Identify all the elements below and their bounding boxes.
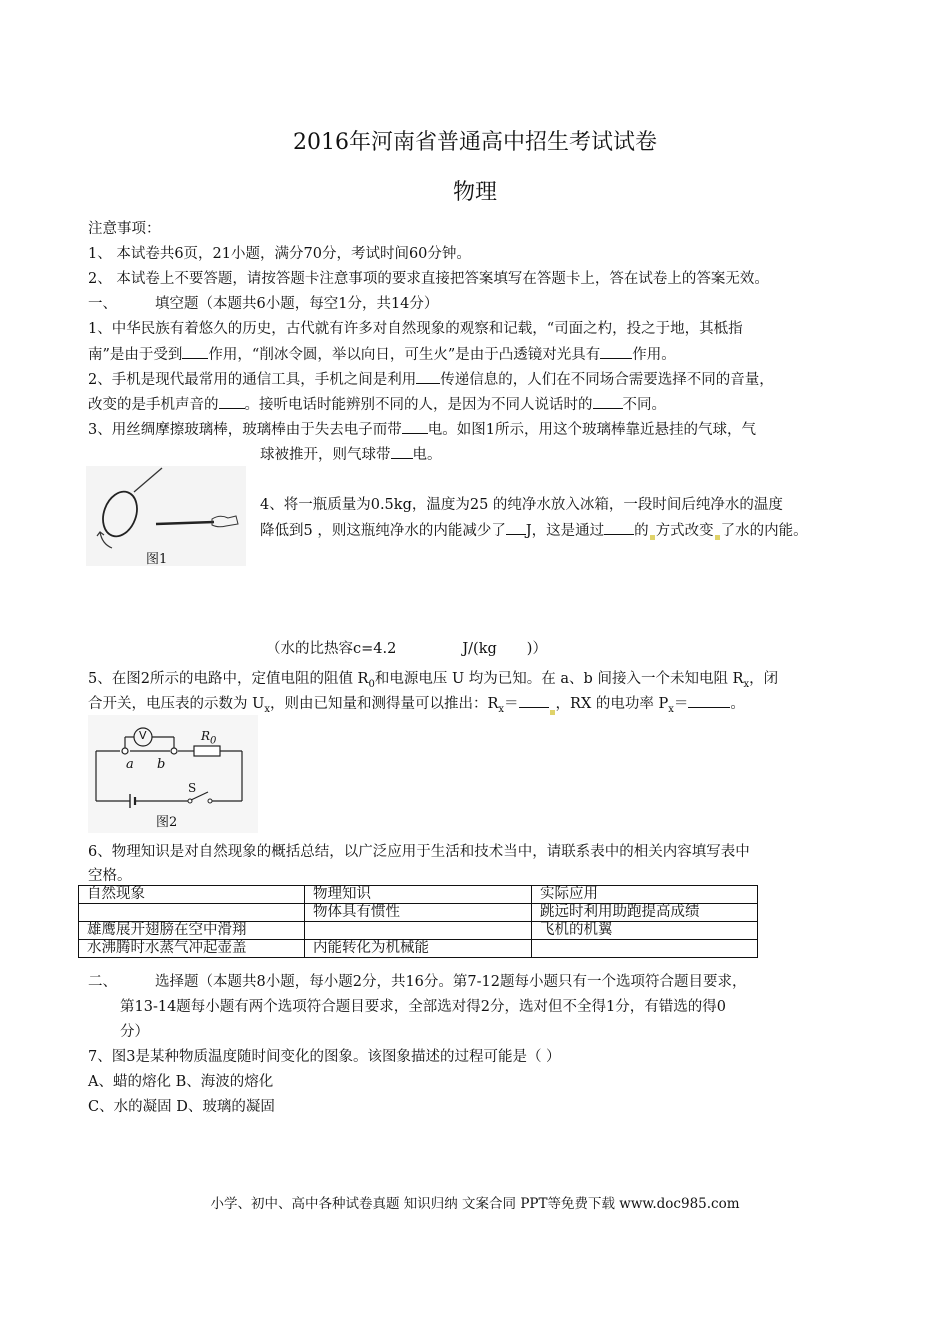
q3-text-c: 球被推开，则气球带	[260, 447, 391, 463]
answer-blank	[604, 521, 634, 535]
table-row	[79, 940, 758, 958]
table-cell: 雄鹰展开翅膀在空中滑翔	[79, 922, 305, 940]
q4-text-c: 的	[634, 523, 649, 539]
q3-line1	[88, 418, 756, 439]
page-footer: 小学、初中、高中各种试卷真题 知识归纳 文案合同 PPT等免费下载 www.doc985.com	[210, 1196, 740, 1212]
table-cell	[79, 904, 305, 922]
table-cell	[532, 940, 758, 958]
q5-text-c: ，闭	[749, 671, 779, 687]
section1-title: 填空题（本题共6小题，每空1分，共14分）	[155, 296, 439, 312]
section2-line2: 第13-14题每小题有两个选项符合题目要求，全部选对得2分，选对但不全得1分，有错选的得0	[120, 999, 726, 1015]
paper-title: 2016年河南省普通高中招生考试试卷	[293, 130, 657, 155]
note-item-2: 2、 本试卷上不要答题，请按答题卡注意事项的要求直接把答案填写在答题卡上，答在试卷上的答案无效。	[88, 271, 769, 287]
q1-text-a: 南”是由于受到	[88, 347, 183, 363]
answer-blank	[391, 445, 413, 459]
resistor-label	[201, 729, 216, 746]
q5-text-d: 合开关，电压表的示数为 U	[88, 696, 265, 712]
q5-sub-rx: x	[743, 678, 750, 690]
q5-text-b: 和电源电压 U 均为已知。在 a、b 间接入一个未知电阻 R	[374, 671, 744, 687]
q6-line1: 6、物理知识是对自然现象的概括总结，以广泛应用于生活和技术当中，请联系表中的相关内容填写表中	[88, 844, 750, 860]
q4-line3	[266, 637, 547, 658]
terminal-a-label: a	[126, 757, 134, 772]
note-item-1: 1、 本试卷共6页，21小题，满分70分，考试时间60分钟。	[88, 246, 471, 262]
q5-sub-r0: 0	[368, 678, 375, 690]
q4-text-f: （水的比热容c=4.2	[266, 641, 397, 657]
q4-text-g: J/(kg	[462, 641, 497, 657]
resistor-letter: R	[201, 729, 211, 743]
q5-text-i: 。	[730, 696, 745, 712]
section2-line1	[88, 970, 746, 991]
q4-line2	[260, 519, 808, 540]
q5-text-a: 5、在图2所示的电路中，定值电阻的阻值 R	[88, 671, 369, 687]
q5-text-g: ，RX 的电功率 P	[555, 696, 669, 712]
table-header-cell: 物理知识	[305, 886, 532, 904]
table-row	[79, 904, 758, 922]
q4-text-d: 方式改变	[655, 523, 714, 539]
paper-subject: 物理	[452, 180, 497, 205]
notes-heading: 注意事项：	[88, 221, 161, 237]
q4-text-a: 降低到5 ，则这瓶纯净水的内能减少了	[260, 523, 506, 539]
answer-blank	[600, 345, 632, 359]
q2-text-b: 传递信息的，人们在不同场合需要选择不同的音量，	[440, 372, 774, 388]
q3-text-a: 3、用丝绸摩擦玻璃棒，玻璃棒由于失去电子而带	[88, 422, 402, 438]
q2-line2	[88, 393, 666, 414]
table-cell: 物体具有惯性	[305, 904, 532, 922]
q5-text-e: ，则由已知量和测得量可以推出：R	[269, 696, 499, 712]
voltmeter-label: V	[139, 729, 147, 742]
answer-blank	[182, 345, 208, 359]
q5-line2	[88, 692, 745, 715]
q5-sub-px: x	[668, 703, 674, 715]
switch-label: S	[188, 781, 197, 795]
answer-blank	[688, 694, 730, 708]
section1-heading	[88, 292, 438, 313]
highlight-mark	[715, 535, 720, 540]
q2-text-d: 。接听电话时能辨别不同的人，是因为不同人说话时的	[244, 397, 593, 413]
answer-blank	[519, 694, 549, 708]
q6-table	[78, 885, 758, 958]
q4-text-b: J，这是通过	[525, 523, 605, 539]
highlight-mark	[550, 710, 555, 715]
figure-2-caption: 图2	[156, 815, 178, 830]
figure-1	[86, 466, 246, 566]
q4-text-h: )）	[526, 641, 547, 657]
q4-text-e: 了水的内能。	[720, 523, 808, 539]
answer-blank	[219, 395, 245, 409]
q5-line1	[88, 667, 778, 690]
answer-blank	[593, 395, 623, 409]
q1-line1: 1、中华民族有着悠久的历史，古代就有许多对自然现象的观察和记载，“司面之杓，投之于地，其柢指	[88, 321, 743, 337]
q6-line2: 空格。	[88, 868, 132, 884]
q5-sub-ux: x	[264, 703, 270, 715]
table-cell: 水沸腾时水蒸气冲起壶盖	[79, 940, 305, 958]
q7-stem: 7、图3是某种物质温度随时间变化的图象。该图象描述的过程可能是（ ）	[88, 1049, 561, 1065]
q5-text-h: ＝	[673, 696, 689, 712]
q3-text-d: 电。	[412, 447, 442, 463]
highlight-mark	[650, 535, 655, 540]
resistor-subscript: 0	[210, 735, 217, 747]
answer-blank	[416, 370, 440, 384]
section2-number: 二、	[88, 974, 117, 990]
q5-sub-rx2: x	[498, 703, 505, 715]
q1-text-b: 作用，“削冰令圆，举以向日，可生火”是由于凸透镜对光具有	[208, 347, 601, 363]
section1-number: 一、	[88, 296, 117, 312]
q2-text-c: 改变的是手机声音的	[88, 397, 219, 413]
table-header-cell: 实际应用	[532, 886, 758, 904]
q1-line2	[88, 343, 676, 364]
figure-2	[88, 715, 258, 833]
q2-text-e: 不同。	[622, 397, 666, 413]
q7-options-ab: A、蜡的熔化 B、海波的熔化	[88, 1074, 274, 1090]
table-header-row	[79, 886, 758, 904]
q7-options-cd: C、水的凝固 D、玻璃的凝固	[88, 1099, 275, 1115]
q4-line1: 4、将一瓶质量为0.5kg，温度为25 的纯净水放入冰箱，一段时间后纯净水的温度	[260, 497, 783, 513]
answer-blank	[506, 521, 526, 535]
table-cell: 内能转化为机械能	[305, 940, 532, 958]
table-row	[79, 922, 758, 940]
table-header-cell: 自然现象	[79, 886, 305, 904]
q5-text-f: ＝	[504, 696, 519, 712]
q2-text-a: 2、手机是现代最常用的通信工具，手机之间是利用	[88, 372, 417, 388]
q1-text-c: 作用。	[632, 347, 676, 363]
table-cell	[305, 922, 532, 940]
section2-line3: 分）	[120, 1024, 149, 1040]
q3-line2	[260, 443, 442, 464]
table-cell: 飞机的机翼	[532, 922, 758, 940]
table-cell: 跳远时利用助跑提高成绩	[532, 904, 758, 922]
figure-1-caption: 图1	[146, 552, 168, 567]
answer-blank	[402, 420, 428, 434]
terminal-b-label: b	[157, 757, 166, 772]
q2-line1	[88, 368, 774, 389]
q3-text-b: 电。如图1所示，用这个玻璃棒靠近悬挂的气球，气	[427, 422, 756, 438]
section2-text-1: 选择题（本题共8小题，每小题2分，共16分。第7-12题每小题只有一个选项符合题目要求，	[155, 974, 747, 990]
